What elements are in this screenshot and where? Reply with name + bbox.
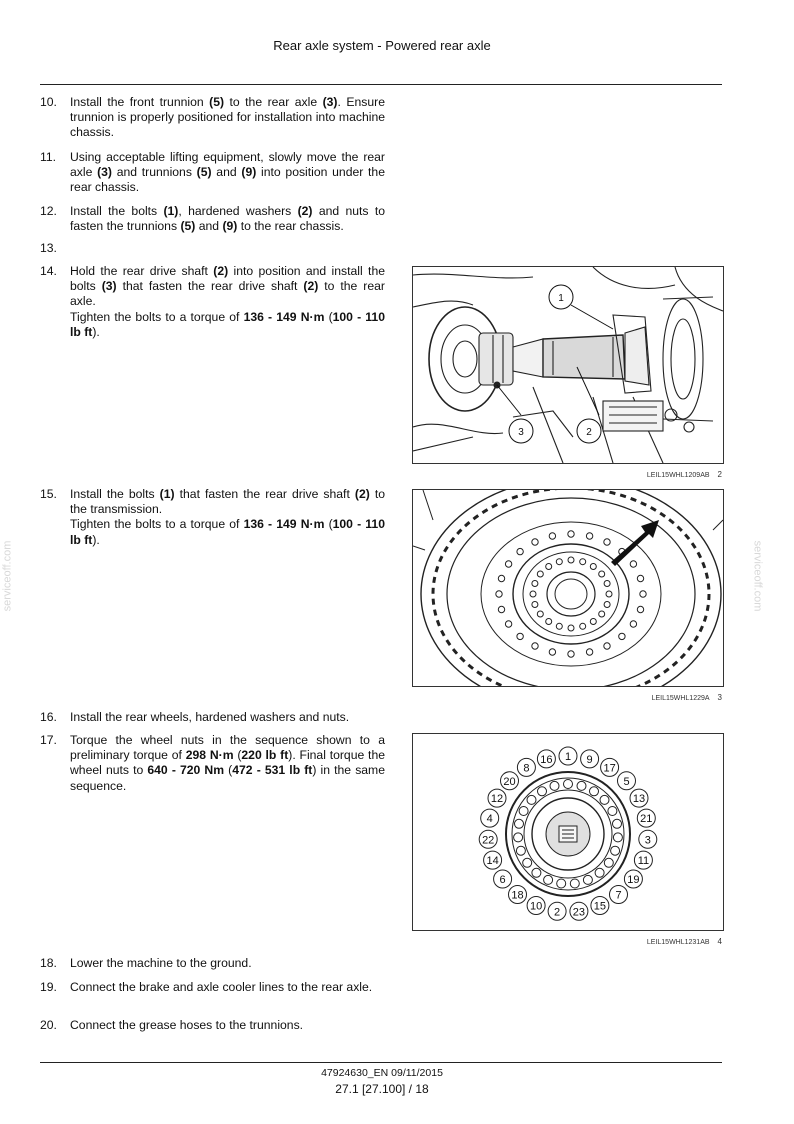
flange-bolt <box>532 602 538 608</box>
flange-hole <box>619 633 625 639</box>
flange-bolt <box>590 619 596 625</box>
callout-3: 3 <box>518 427 524 438</box>
step-text: Hold the rear drive shaft (2) into position and install the bolts (3) that fasten the rear drive shaft (2) to the rear axle. Tighten the bolts to a torque of 136 - 149 N·m (100 - 110 lb ft). <box>70 264 386 339</box>
sequence-number: 5 <box>623 775 630 788</box>
wheel-nut <box>515 819 524 828</box>
step-number: 20. <box>40 1018 57 1032</box>
flange-bolt <box>537 571 543 577</box>
sequence-number: 21 <box>640 813 653 826</box>
step-10 <box>40 95 385 141</box>
wheel-nut <box>604 858 613 867</box>
step-16 <box>40 710 385 725</box>
step-text: Install the bolts (1) that fasten the rear drive shaft (2) to the transmission. Tighten the bolts to a torque of 136 - 149 N·m (100 - 110 lb ft). <box>70 487 386 547</box>
flange-bolt <box>546 619 552 625</box>
sequence-number: 12 <box>490 793 504 806</box>
flange-hole <box>637 575 643 581</box>
sequence-number: 17 <box>603 762 616 775</box>
flange-hole <box>630 621 636 627</box>
sequence-number: 9 <box>586 753 593 766</box>
flange-hole <box>505 621 511 627</box>
step-19 <box>40 980 385 995</box>
flange-hole <box>640 591 646 597</box>
sequence-number: 14 <box>486 855 499 868</box>
figure-code: LEIL15WHL1209AB <box>646 472 710 479</box>
sequence-number: 4 <box>486 813 493 826</box>
sequence-number: 18 <box>511 889 524 902</box>
flange-hole <box>549 649 555 655</box>
sequence-number: 10 <box>529 900 543 913</box>
wheel-nut <box>516 846 525 855</box>
flange-bolt <box>604 602 610 608</box>
step-number: 11. <box>40 150 57 164</box>
sequence-number: 20 <box>503 775 516 788</box>
figure-number: 4 <box>717 937 722 946</box>
footer-document-id: 47924630_EN 09/11/2015 <box>321 1067 443 1079</box>
callout-1: 1 <box>558 293 564 304</box>
step-number: 19. <box>40 980 57 994</box>
figure-drive-shaft <box>412 266 724 464</box>
flange-bolt <box>556 559 562 565</box>
flange-hole <box>498 606 504 612</box>
wheel-nut <box>570 879 579 888</box>
step-number: 18. <box>40 956 57 970</box>
wheel-nut <box>514 833 523 842</box>
sequence-number: 15 <box>593 900 607 913</box>
flange-hole <box>549 533 555 539</box>
sequence-number: 16 <box>540 753 553 766</box>
figure-caption <box>422 693 722 702</box>
wheel-nut <box>523 858 532 867</box>
figure-number: 3 <box>717 693 722 702</box>
flange-bolt <box>537 611 543 617</box>
sequence-number: 19 <box>627 874 640 886</box>
flange-bolt <box>532 581 538 587</box>
wheel-nut <box>611 846 620 855</box>
step-number: 16. <box>40 710 57 724</box>
sequence-number: 3 <box>644 834 651 847</box>
wheel-nut <box>583 875 592 884</box>
drive-shaft-illustration <box>413 267 723 463</box>
step-text: Install the bolts (1), hardened washers (2) and nuts to fasten the trunnions (5) and (9) to the rear chassis. <box>70 204 385 234</box>
flange-hole <box>498 575 504 581</box>
step-12 <box>40 204 385 234</box>
footer-page-number: 27.1 [27.100] / 18 <box>335 1082 429 1096</box>
flange-hole <box>568 651 574 657</box>
wheel-nut <box>595 868 604 877</box>
sequence-number: 11 <box>637 855 650 868</box>
sequence-number: 1 <box>564 751 572 763</box>
header-rule <box>40 84 722 85</box>
wheel-nut <box>590 787 599 796</box>
step-number: 12. <box>40 204 57 218</box>
step-text: Connect the brake and axle cooler lines to the rear axle. <box>70 980 373 994</box>
sequence-number: 7 <box>615 889 622 902</box>
sequence-number: 22 <box>482 834 495 847</box>
flange-bolt <box>580 623 586 629</box>
flange-bolt <box>530 591 536 597</box>
figure-caption <box>422 937 722 946</box>
wheel-nut <box>557 879 566 888</box>
flange-hole <box>586 533 592 539</box>
wheel-nut <box>538 787 547 796</box>
figure-code: LEIL15WHL1229A <box>651 695 710 702</box>
step-text: Connect the grease hoses to the trunnions. <box>70 1018 304 1032</box>
step-number: 15. <box>40 487 57 501</box>
flange-bolt <box>568 625 574 631</box>
sequence-number: 2 <box>554 906 561 919</box>
flange-bolt <box>606 591 612 597</box>
step-number: 13. <box>40 241 57 255</box>
step-14 <box>40 264 385 340</box>
wheel-nut <box>613 819 622 828</box>
footer-rule <box>40 1062 722 1063</box>
flange-hole <box>517 633 523 639</box>
wheel-nut <box>608 807 617 816</box>
step-11 <box>40 150 385 196</box>
step-18 <box>40 956 385 971</box>
flange-hole <box>630 561 636 567</box>
watermark-left: serviceoff.com <box>1 540 14 612</box>
transmission-flange-illustration <box>413 490 723 686</box>
flange-bolt <box>568 557 574 563</box>
step-number: 10. <box>40 95 57 109</box>
sequence-number: 6 <box>499 874 506 886</box>
sequence-number: 23 <box>572 906 586 919</box>
step-text: Install the rear wheels, hardened washers and nuts. <box>70 710 350 724</box>
callout-2: 2 <box>586 427 592 438</box>
flange-hole <box>604 643 610 649</box>
step-number: 14. <box>40 264 57 278</box>
wheel-nut <box>532 868 541 877</box>
figure-number: 2 <box>717 470 722 479</box>
flange-hole <box>532 539 538 545</box>
wheel-nut <box>564 780 573 789</box>
flange-hole <box>568 531 574 537</box>
wheel-nut <box>600 795 609 804</box>
flange-bolt <box>599 611 605 617</box>
page-header-title: Rear axle system - Powered rear axle <box>273 38 491 53</box>
wheel-nut <box>613 833 622 842</box>
step-15 <box>40 487 385 548</box>
flange-bolt <box>604 581 610 587</box>
figure-caption <box>422 470 722 479</box>
sequence-number: 13 <box>632 793 646 806</box>
step-text: Torque the wheel nuts in the sequence shown to a preliminary torque of 298 N·m (220 lb ft). Final torque the wheel nuts to 640 - 720 Nm (472 - 531 lb ft) in the same sequence. <box>70 733 385 793</box>
flange-hole <box>496 591 502 597</box>
flange-bolt <box>599 571 605 577</box>
watermark-right: serviceoff.com <box>751 540 764 612</box>
step-text: Lower the machine to the ground. <box>70 956 252 970</box>
step-20 <box>40 1018 385 1033</box>
step-17 <box>40 733 385 794</box>
wheel-nut <box>577 781 586 790</box>
step-number: 17. <box>40 733 57 747</box>
flange-hole <box>517 548 523 554</box>
flange-bolt <box>546 564 552 570</box>
figure-code: LEIL15WHL1231AB <box>646 939 710 946</box>
flange-bolt <box>590 564 596 570</box>
step-text: Using acceptable lifting equipment, slowly move the rear axle (3) and trunnions (5) and (9) into position under the rear chassis. <box>70 150 385 195</box>
flange-hole <box>637 606 643 612</box>
wheel-nut <box>544 875 553 884</box>
flange-bolt <box>556 623 562 629</box>
flange-hole <box>505 561 511 567</box>
figure-wheel-nut-sequence <box>412 733 724 931</box>
sequence-number: 8 <box>523 762 530 775</box>
wheel-nut <box>527 795 536 804</box>
wheel-nut-sequence-diagram <box>413 734 723 930</box>
flange-hole <box>604 539 610 545</box>
flange-hole <box>586 649 592 655</box>
flange-hole <box>532 643 538 649</box>
wheel-nut <box>550 781 559 790</box>
figure-transmission-flange <box>412 489 724 687</box>
flange-bolt <box>580 559 586 565</box>
wheel-nut <box>519 807 528 816</box>
step-text: Install the front trunnion (5) to the rear axle (3). Ensure trunnion is properly positioned for installation into machine chassis. <box>70 95 385 140</box>
